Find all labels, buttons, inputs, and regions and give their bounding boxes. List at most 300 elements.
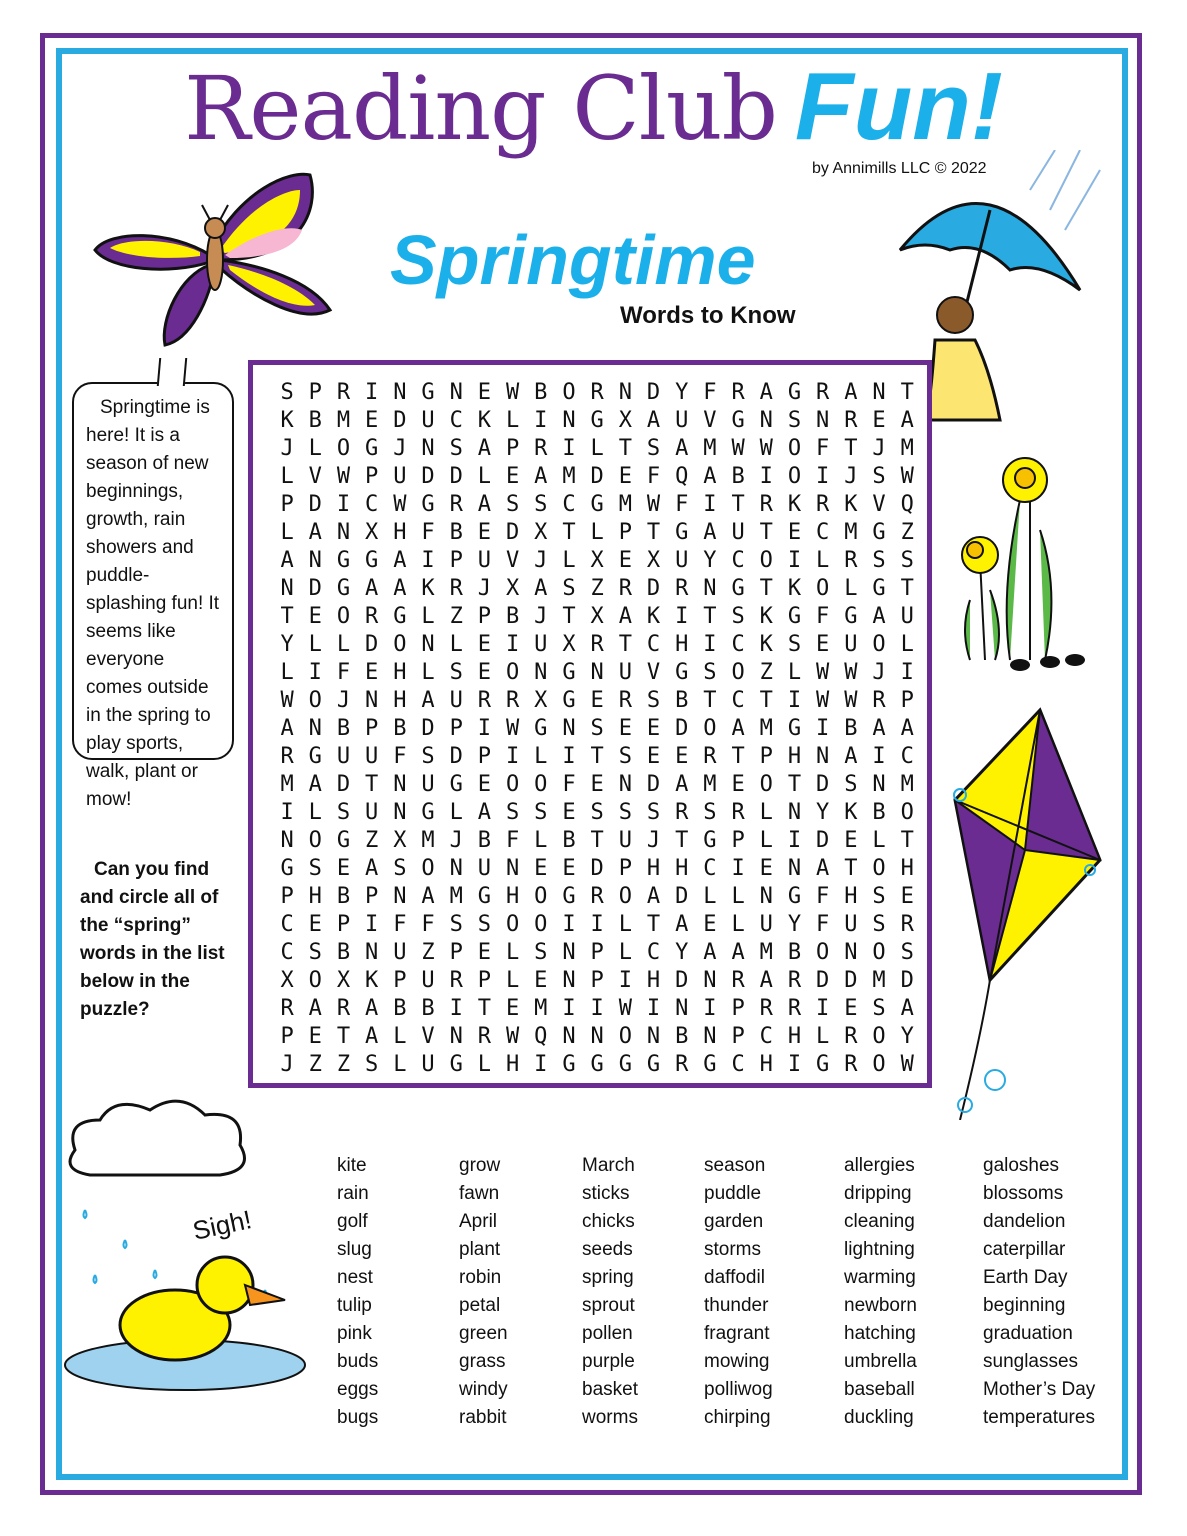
grid-letter[interactable]: M <box>703 436 717 461</box>
grid-letter[interactable]: A <box>365 996 379 1021</box>
grid-letter[interactable]: N <box>393 380 407 405</box>
grid-letter[interactable]: T <box>844 436 858 461</box>
grid-letter[interactable]: G <box>872 576 886 601</box>
grid-letter[interactable]: A <box>365 576 379 601</box>
grid-letter[interactable]: H <box>505 1052 520 1077</box>
grid-letter[interactable]: S <box>477 912 492 937</box>
grid-letter[interactable]: D <box>675 968 689 993</box>
grid-letter[interactable]: U <box>477 548 492 573</box>
grid-letter[interactable]: L <box>505 940 520 965</box>
grid-letter[interactable]: Z <box>421 940 435 965</box>
grid-letter[interactable]: R <box>618 576 632 601</box>
grid-letter[interactable]: G <box>731 576 745 601</box>
grid-letter[interactable]: N <box>787 800 802 825</box>
grid-letter[interactable]: N <box>393 800 407 825</box>
grid-letter[interactable]: X <box>534 520 548 545</box>
grid-letter[interactable]: N <box>336 520 351 545</box>
grid-letter[interactable]: J <box>393 436 407 461</box>
grid-letter[interactable]: C <box>562 492 576 517</box>
grid-letter[interactable]: Q <box>675 464 689 489</box>
grid-letter[interactable]: N <box>421 436 435 461</box>
grid-letter[interactable]: T <box>280 604 294 629</box>
grid-letter[interactable]: F <box>421 912 435 937</box>
grid-letter[interactable]: W <box>505 716 520 741</box>
grid-letter[interactable]: D <box>646 772 661 797</box>
grid-letter[interactable]: R <box>590 380 604 405</box>
grid-letter[interactable]: O <box>703 716 717 741</box>
grid-letter[interactable]: Y <box>900 1024 914 1049</box>
grid-letter[interactable]: S <box>590 800 604 825</box>
grid-letter[interactable]: T <box>336 1024 351 1049</box>
grid-letter[interactable]: X <box>393 828 407 853</box>
grid-letter[interactable]: M <box>562 464 576 489</box>
grid-letter[interactable]: O <box>336 604 351 629</box>
grid-letter[interactable]: L <box>308 632 322 657</box>
grid-letter[interactable]: N <box>703 1024 717 1049</box>
grid-letter[interactable]: H <box>675 856 689 881</box>
grid-letter[interactable]: A <box>703 464 717 489</box>
grid-letter[interactable]: S <box>365 1052 379 1077</box>
grid-letter[interactable]: D <box>816 968 830 993</box>
grid-letter[interactable]: O <box>787 436 802 461</box>
grid-letter[interactable]: P <box>365 884 379 909</box>
grid-letter[interactable]: O <box>505 912 520 937</box>
grid-letter[interactable]: Q <box>534 1024 548 1049</box>
grid-letter[interactable]: S <box>872 548 886 573</box>
grid-letter[interactable]: B <box>675 688 689 713</box>
grid-letter[interactable]: G <box>844 604 858 629</box>
grid-letter[interactable]: D <box>365 632 379 657</box>
grid-letter[interactable]: P <box>505 436 520 461</box>
grid-letter[interactable]: B <box>675 1024 689 1049</box>
grid-letter[interactable]: A <box>703 940 717 965</box>
grid-letter[interactable]: L <box>618 940 632 965</box>
grid-letter[interactable]: N <box>280 576 294 601</box>
grid-letter[interactable]: E <box>646 716 661 741</box>
grid-letter[interactable]: N <box>816 408 830 433</box>
grid-letter[interactable]: U <box>534 632 548 657</box>
grid-letter[interactable]: U <box>844 912 858 937</box>
grid-letter[interactable]: X <box>590 604 604 629</box>
grid-letter[interactable]: C <box>731 632 745 657</box>
grid-letter[interactable]: J <box>872 436 886 461</box>
grid-letter[interactable]: N <box>590 660 604 685</box>
grid-letter[interactable]: T <box>900 828 914 853</box>
grid-letter[interactable]: E <box>365 660 379 685</box>
grid-letter[interactable]: D <box>393 408 407 433</box>
grid-letter[interactable]: G <box>477 884 492 909</box>
grid-letter[interactable]: E <box>618 464 632 489</box>
grid-letter[interactable]: I <box>731 856 745 881</box>
grid-letter[interactable]: R <box>618 688 632 713</box>
grid-letter[interactable]: W <box>759 436 773 461</box>
grid-letter[interactable]: R <box>900 912 914 937</box>
grid-letter[interactable]: O <box>900 800 914 825</box>
grid-letter[interactable]: R <box>280 744 294 769</box>
grid-letter[interactable]: G <box>562 660 576 685</box>
grid-letter[interactable]: F <box>816 604 830 629</box>
grid-letter[interactable]: T <box>759 520 773 545</box>
grid-letter[interactable]: I <box>703 492 717 517</box>
grid-letter[interactable]: H <box>759 1052 773 1077</box>
grid-letter[interactable]: S <box>844 772 858 797</box>
grid-letter[interactable]: N <box>308 716 322 741</box>
grid-letter[interactable]: L <box>844 576 858 601</box>
grid-letter[interactable]: D <box>590 856 604 881</box>
grid-letter[interactable]: N <box>618 772 632 797</box>
grid-letter[interactable]: S <box>787 408 802 433</box>
grid-letter[interactable]: L <box>759 828 773 853</box>
grid-letter[interactable]: E <box>308 1024 322 1049</box>
grid-letter[interactable]: R <box>449 968 463 993</box>
grid-letter[interactable]: I <box>562 912 576 937</box>
grid-letter[interactable]: J <box>646 828 661 853</box>
grid-letter[interactable]: F <box>505 828 520 853</box>
grid-letter[interactable]: R <box>675 1052 689 1077</box>
grid-letter[interactable]: O <box>505 660 520 685</box>
grid-letter[interactable]: S <box>449 912 463 937</box>
grid-letter[interactable]: U <box>618 660 632 685</box>
grid-letter[interactable]: D <box>449 464 463 489</box>
grid-letter[interactable]: D <box>844 968 858 993</box>
grid-letter[interactable]: I <box>365 912 379 937</box>
grid-letter[interactable]: R <box>759 996 773 1021</box>
grid-letter[interactable]: I <box>703 632 717 657</box>
grid-letter[interactable]: T <box>703 688 717 713</box>
grid-letter[interactable]: K <box>759 632 773 657</box>
grid-letter[interactable]: X <box>562 632 576 657</box>
grid-letter[interactable]: R <box>365 604 379 629</box>
grid-letter[interactable]: J <box>844 464 858 489</box>
grid-letter[interactable]: G <box>787 884 802 909</box>
grid-letter[interactable]: U <box>421 1052 435 1077</box>
grid-letter[interactable]: A <box>646 884 661 909</box>
grid-letter[interactable]: O <box>872 940 886 965</box>
grid-letter[interactable]: V <box>308 464 322 489</box>
grid-letter[interactable]: H <box>393 660 407 685</box>
grid-letter[interactable]: N <box>534 660 548 685</box>
grid-letter[interactable]: J <box>872 660 886 685</box>
grid-letter[interactable]: I <box>505 744 520 769</box>
grid-letter[interactable]: O <box>872 1052 886 1077</box>
grid-letter[interactable]: H <box>393 520 407 545</box>
grid-letter[interactable]: I <box>590 912 604 937</box>
grid-letter[interactable]: I <box>646 996 661 1021</box>
grid-letter[interactable]: A <box>365 1024 379 1049</box>
grid-letter[interactable]: O <box>308 688 322 713</box>
grid-letter[interactable]: R <box>787 968 802 993</box>
grid-letter[interactable]: H <box>787 744 802 769</box>
grid-letter[interactable]: H <box>646 968 661 993</box>
grid-letter[interactable]: M <box>534 996 548 1021</box>
grid-letter[interactable]: A <box>365 856 379 881</box>
grid-letter[interactable]: N <box>562 716 576 741</box>
grid-letter[interactable]: P <box>477 968 492 993</box>
grid-letter[interactable]: A <box>759 380 773 405</box>
grid-letter[interactable]: G <box>421 492 435 517</box>
grid-letter[interactable]: R <box>505 688 520 713</box>
grid-letter[interactable]: U <box>365 800 379 825</box>
grid-letter[interactable]: W <box>505 1024 520 1049</box>
grid-letter[interactable]: S <box>449 436 463 461</box>
grid-letter[interactable]: E <box>477 632 492 657</box>
grid-letter[interactable]: P <box>280 1024 294 1049</box>
grid-letter[interactable]: L <box>731 884 745 909</box>
grid-letter[interactable]: L <box>393 1024 407 1049</box>
grid-letter[interactable]: M <box>280 772 294 797</box>
grid-letter[interactable]: S <box>505 800 520 825</box>
grid-letter[interactable]: G <box>449 772 463 797</box>
grid-letter[interactable]: B <box>336 940 351 965</box>
grid-letter[interactable]: L <box>534 828 548 853</box>
grid-letter[interactable]: E <box>844 828 858 853</box>
grid-letter[interactable]: T <box>646 912 661 937</box>
grid-letter[interactable]: U <box>675 408 689 433</box>
grid-letter[interactable]: K <box>844 800 858 825</box>
grid-letter[interactable]: D <box>590 464 604 489</box>
grid-letter[interactable]: O <box>308 968 322 993</box>
grid-letter[interactable]: L <box>816 1024 830 1049</box>
grid-letter[interactable]: F <box>703 380 717 405</box>
grid-letter[interactable]: A <box>759 968 773 993</box>
grid-letter[interactable]: F <box>562 772 576 797</box>
grid-letter[interactable]: X <box>618 408 632 433</box>
grid-letter[interactable]: P <box>731 996 745 1021</box>
grid-letter[interactable]: G <box>336 828 351 853</box>
grid-letter[interactable]: U <box>759 912 773 937</box>
grid-letter[interactable]: I <box>900 660 914 685</box>
grid-letter[interactable]: P <box>365 716 379 741</box>
grid-letter[interactable]: D <box>675 716 689 741</box>
grid-letter[interactable]: H <box>646 856 661 881</box>
grid-letter[interactable]: N <box>787 856 802 881</box>
grid-letter[interactable]: V <box>646 660 661 685</box>
grid-letter[interactable]: U <box>844 632 858 657</box>
grid-letter[interactable]: X <box>646 548 661 573</box>
grid-letter[interactable]: O <box>308 828 322 853</box>
grid-letter[interactable]: G <box>365 436 379 461</box>
grid-letter[interactable]: G <box>731 408 745 433</box>
grid-letter[interactable]: R <box>280 996 294 1021</box>
grid-letter[interactable]: P <box>449 548 463 573</box>
grid-letter[interactable]: S <box>646 688 661 713</box>
grid-letter[interactable]: A <box>393 576 407 601</box>
grid-letter[interactable]: G <box>590 408 604 433</box>
grid-letter[interactable]: H <box>393 688 407 713</box>
grid-letter[interactable]: G <box>421 800 435 825</box>
grid-letter[interactable]: B <box>731 464 745 489</box>
grid-letter[interactable]: N <box>562 968 576 993</box>
grid-letter[interactable]: R <box>844 408 858 433</box>
grid-letter[interactable]: O <box>618 1024 632 1049</box>
grid-letter[interactable]: D <box>900 968 914 993</box>
grid-letter[interactable]: D <box>421 464 435 489</box>
grid-letter[interactable]: L <box>534 744 548 769</box>
grid-letter[interactable]: R <box>844 548 858 573</box>
grid-letter[interactable]: D <box>646 576 661 601</box>
grid-letter[interactable]: L <box>477 464 492 489</box>
grid-letter[interactable]: F <box>816 436 830 461</box>
grid-letter[interactable]: C <box>731 688 745 713</box>
grid-letter[interactable]: U <box>393 464 407 489</box>
grid-letter[interactable]: E <box>590 772 604 797</box>
grid-letter[interactable]: S <box>421 744 435 769</box>
grid-letter[interactable]: X <box>365 520 379 545</box>
grid-letter[interactable]: M <box>900 772 914 797</box>
grid-letter[interactable]: R <box>731 800 745 825</box>
grid-letter[interactable]: A <box>308 996 322 1021</box>
grid-letter[interactable]: I <box>816 716 830 741</box>
grid-letter[interactable]: G <box>562 1052 576 1077</box>
grid-letter[interactable]: I <box>449 996 463 1021</box>
grid-letter[interactable]: E <box>816 632 830 657</box>
grid-letter[interactable]: S <box>787 632 802 657</box>
grid-letter[interactable]: A <box>900 716 914 741</box>
grid-letter[interactable]: A <box>900 408 914 433</box>
grid-letter[interactable]: E <box>336 856 351 881</box>
grid-letter[interactable]: O <box>421 856 435 881</box>
grid-letter[interactable]: U <box>731 520 745 545</box>
grid-letter[interactable]: M <box>844 520 858 545</box>
grid-letter[interactable]: O <box>534 884 548 909</box>
grid-letter[interactable]: K <box>421 576 435 601</box>
grid-letter[interactable]: T <box>703 604 717 629</box>
grid-letter[interactable]: S <box>900 548 914 573</box>
grid-letter[interactable]: M <box>618 492 632 517</box>
grid-letter[interactable]: I <box>872 744 886 769</box>
grid-letter[interactable]: S <box>703 800 717 825</box>
grid-letter[interactable]: B <box>505 604 520 629</box>
grid-letter[interactable]: T <box>900 576 914 601</box>
grid-letter[interactable]: I <box>703 996 717 1021</box>
grid-letter[interactable]: P <box>759 744 773 769</box>
grid-letter[interactable]: G <box>675 520 689 545</box>
grid-letter[interactable]: G <box>336 548 351 573</box>
grid-letter[interactable]: A <box>477 492 492 517</box>
grid-letter[interactable]: B <box>393 996 407 1021</box>
grid-letter[interactable]: R <box>787 996 802 1021</box>
grid-letter[interactable]: A <box>731 940 745 965</box>
grid-letter[interactable]: R <box>590 884 604 909</box>
grid-letter[interactable]: O <box>393 632 407 657</box>
grid-letter[interactable]: U <box>421 968 435 993</box>
grid-letter[interactable]: N <box>562 408 576 433</box>
grid-letter[interactable]: A <box>646 408 661 433</box>
grid-letter[interactable]: H <box>787 1024 802 1049</box>
grid-letter[interactable]: R <box>590 632 604 657</box>
grid-letter[interactable]: M <box>421 828 435 853</box>
grid-letter[interactable]: P <box>336 912 351 937</box>
grid-letter[interactable]: B <box>787 940 802 965</box>
grid-letter[interactable]: S <box>308 940 322 965</box>
grid-letter[interactable]: R <box>816 380 830 405</box>
grid-letter[interactable]: A <box>421 884 435 909</box>
grid-letter[interactable]: R <box>844 1052 858 1077</box>
grid-letter[interactable]: J <box>336 688 351 713</box>
grid-letter[interactable]: H <box>900 856 914 881</box>
grid-letter[interactable]: L <box>703 884 717 909</box>
grid-letter[interactable]: B <box>336 884 351 909</box>
grid-letter[interactable]: W <box>505 380 520 405</box>
grid-letter[interactable]: G <box>280 856 294 881</box>
grid-letter[interactable]: O <box>534 912 548 937</box>
grid-letter[interactable]: F <box>393 912 407 937</box>
grid-letter[interactable]: D <box>449 744 463 769</box>
grid-letter[interactable]: D <box>336 772 351 797</box>
grid-letter[interactable]: N <box>618 380 632 405</box>
grid-letter[interactable]: B <box>562 828 576 853</box>
grid-letter[interactable]: N <box>365 940 379 965</box>
grid-letter[interactable]: P <box>365 464 379 489</box>
grid-letter[interactable]: S <box>646 436 661 461</box>
grid-letter[interactable]: Z <box>336 1052 351 1077</box>
grid-letter[interactable]: H <box>308 884 322 909</box>
grid-letter[interactable]: T <box>787 772 802 797</box>
grid-letter[interactable]: B <box>534 380 548 405</box>
grid-letter[interactable]: W <box>731 436 745 461</box>
grid-letter[interactable]: A <box>618 604 632 629</box>
grid-letter[interactable]: L <box>562 548 576 573</box>
grid-letter[interactable]: P <box>590 940 604 965</box>
grid-letter[interactable]: A <box>872 716 886 741</box>
grid-letter[interactable]: C <box>280 912 294 937</box>
grid-letter[interactable]: N <box>759 884 773 909</box>
grid-letter[interactable]: A <box>844 744 858 769</box>
grid-letter[interactable]: I <box>336 492 351 517</box>
grid-letter[interactable]: E <box>703 912 717 937</box>
grid-letter[interactable]: M <box>703 772 717 797</box>
grid-letter[interactable]: A <box>675 436 689 461</box>
grid-letter[interactable]: Y <box>787 912 802 937</box>
grid-letter[interactable]: I <box>787 828 802 853</box>
grid-letter[interactable]: E <box>646 744 661 769</box>
grid-letter[interactable]: R <box>731 968 745 993</box>
grid-letter[interactable]: W <box>393 492 407 517</box>
grid-letter[interactable]: E <box>505 996 520 1021</box>
grid-letter[interactable]: I <box>534 408 548 433</box>
grid-letter[interactable]: B <box>844 716 858 741</box>
grid-letter[interactable]: S <box>703 660 717 685</box>
grid-letter[interactable]: T <box>844 856 858 881</box>
grid-letter[interactable]: T <box>477 996 492 1021</box>
grid-letter[interactable]: R <box>336 996 351 1021</box>
grid-letter[interactable]: G <box>336 576 351 601</box>
grid-letter[interactable]: R <box>844 1024 858 1049</box>
grid-letter[interactable]: T <box>365 772 379 797</box>
grid-letter[interactable]: D <box>505 520 520 545</box>
grid-letter[interactable]: C <box>646 632 661 657</box>
grid-letter[interactable]: N <box>872 380 886 405</box>
grid-letter[interactable]: N <box>759 408 773 433</box>
grid-letter[interactable]: N <box>393 772 407 797</box>
grid-letter[interactable]: O <box>731 660 745 685</box>
grid-letter[interactable]: K <box>787 576 802 601</box>
grid-letter[interactable]: L <box>449 632 463 657</box>
grid-letter[interactable]: I <box>534 1052 548 1077</box>
grid-letter[interactable]: K <box>844 492 858 517</box>
grid-letter[interactable]: N <box>393 884 407 909</box>
grid-letter[interactable]: O <box>618 884 632 909</box>
grid-letter[interactable]: L <box>449 800 463 825</box>
grid-letter[interactable]: I <box>505 632 520 657</box>
grid-letter[interactable]: F <box>646 464 661 489</box>
grid-letter[interactable]: X <box>505 576 520 601</box>
grid-letter[interactable]: O <box>534 772 548 797</box>
grid-letter[interactable]: E <box>534 856 548 881</box>
grid-letter[interactable]: I <box>787 688 802 713</box>
grid-letter[interactable]: E <box>308 912 322 937</box>
grid-letter[interactable]: S <box>534 492 548 517</box>
